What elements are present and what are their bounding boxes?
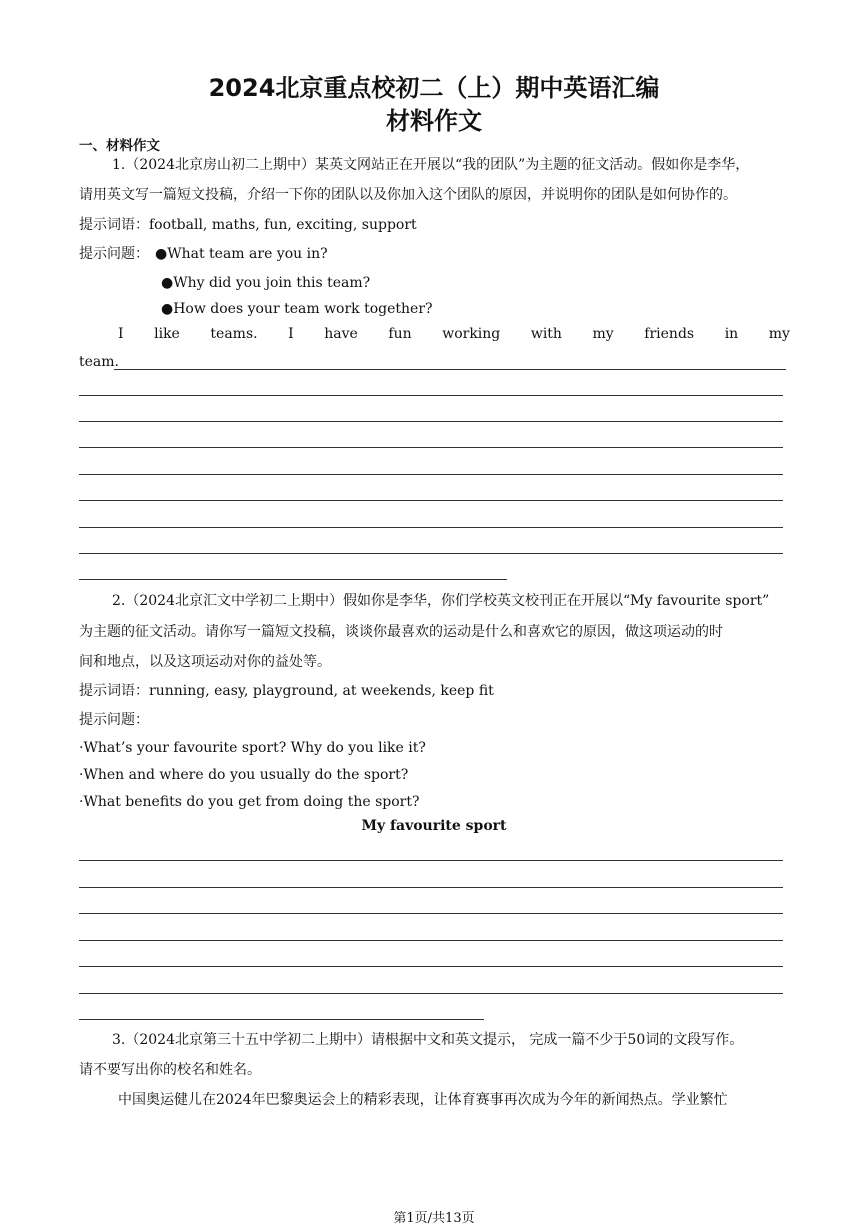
page-title: 2024北京重点校初二（上）期中英语汇编 <box>208 74 660 102</box>
starter-word: working <box>442 326 501 342</box>
q2-prompt-line-3: 间和地点，以及这项运动对你的益处等。 <box>79 654 331 670</box>
answer-line <box>79 887 783 888</box>
q2-hint-questions-label: 提示问题： <box>79 712 149 728</box>
q3-prompt-line-2: 请不要写出你的校名和姓名。 <box>79 1062 261 1078</box>
starter-word: my <box>768 326 790 342</box>
q2-question-3: ·What benefits do you get from doing the sport? <box>79 794 420 810</box>
q1-prompt-line-2: 请用英文写一篇短文投稿，介绍一下你的团队以及你加入这个团队的原因，并说明你的团队是如何协作的。 <box>79 187 737 203</box>
q3-prompt-line-1: 3.（2024北京第三十五中学初二上期中）请根据中文和英文提示， 完成一篇不少于50词的文段写作。 <box>112 1032 744 1048</box>
section-heading: 一、材料作文 <box>79 138 160 154</box>
answer-line <box>79 1019 484 1020</box>
starter-word: my <box>592 326 614 342</box>
q1-starter-end: team. <box>79 354 119 370</box>
q2-hint-words: 提示词语：running, easy, playground, at weekends, keep fit <box>79 683 494 699</box>
answer-line <box>79 447 783 448</box>
starter-word: in <box>724 326 739 342</box>
answer-line <box>79 474 783 475</box>
starter-word: fun <box>388 326 412 342</box>
q2-prompt-line-1: 2.（2024北京汇文中学初二上期中）假如你是李华，你们学校英文校刊正在开展以“My favourite sport” <box>112 593 770 609</box>
q1-starter-sentence <box>118 326 790 342</box>
starter-word: friends <box>644 326 695 342</box>
answer-line <box>79 579 507 580</box>
q2-prompt-line-2: 为主题的征文活动。请你写一篇短文投稿，谈谈你最喜欢的运动是什么和喜欢它的原因，做这项运动的时 <box>79 624 723 640</box>
answer-line <box>79 860 783 861</box>
q1-question-2: ●Why did you join this team? <box>161 275 371 291</box>
answer-line <box>79 940 783 941</box>
page-subtitle: 材料作文 <box>386 107 482 135</box>
starter-word: I <box>118 326 124 342</box>
q1-hint-words: 提示词语：football, maths, fun, exciting, support <box>79 217 417 233</box>
answer-line <box>79 500 783 501</box>
starter-word: have <box>324 326 358 342</box>
q1-question-3: ●How does your team work together? <box>161 301 433 317</box>
answer-line <box>79 993 783 994</box>
starter-word: with <box>530 326 562 342</box>
q1-hint-questions-label: 提示问题： <box>79 246 149 262</box>
page-number: 第1页/共13页 <box>393 1211 475 1226</box>
answer-line <box>79 421 783 422</box>
q2-question-2: ·When and where do you usually do the sport? <box>79 767 409 783</box>
answer-line <box>79 553 783 554</box>
q2-question-1: ·What’s your favourite sport? Why do you like it? <box>79 740 426 756</box>
starter-word: like <box>154 326 180 342</box>
q1-question-1: ●What team are you in? <box>155 246 328 262</box>
answer-line <box>79 395 783 396</box>
starter-word: I <box>288 326 294 342</box>
answer-line <box>79 966 783 967</box>
answer-line <box>79 913 783 914</box>
answer-line <box>114 369 786 370</box>
q3-body-line-1: 中国奥运健儿在2024年巴黎奥运会上的精彩表现，让体育赛事再次成为今年的新闻热点。学业繁忙 <box>118 1092 728 1108</box>
q1-prompt-line-1: 1.（2024北京房山初二上期中）某英文网站正在开展以“我的团队”为主题的征文活动。假如你是李华， <box>112 157 750 173</box>
q2-essay-title: My favourite sport <box>361 818 507 834</box>
starter-word: teams. <box>210 326 258 342</box>
answer-line <box>79 527 783 528</box>
